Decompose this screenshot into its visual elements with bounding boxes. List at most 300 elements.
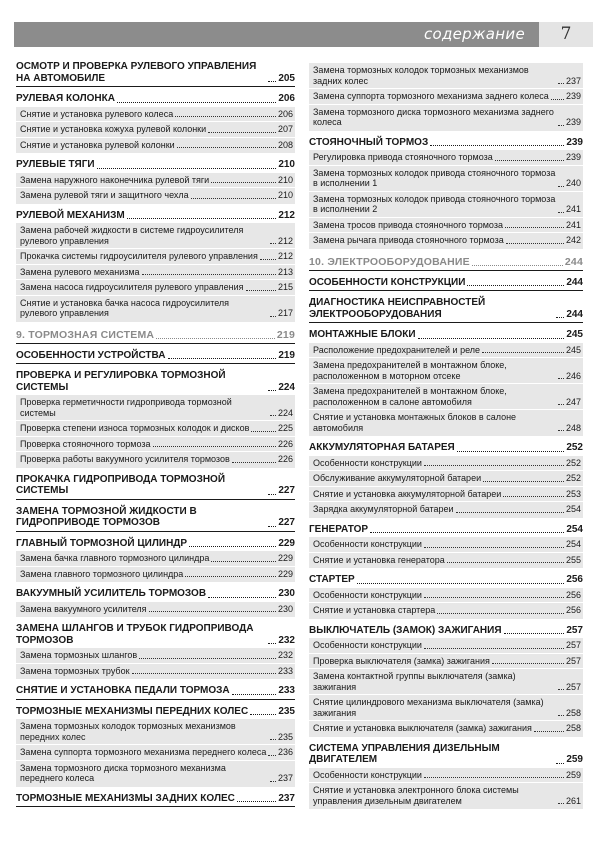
dot-leader bbox=[232, 462, 276, 463]
toc-heading-page: 235 bbox=[278, 705, 295, 717]
toc-subsection-group bbox=[309, 768, 583, 810]
toc-subitem[interactable] bbox=[309, 150, 583, 166]
toc-heading[interactable] bbox=[16, 706, 295, 718]
dot-leader bbox=[268, 81, 276, 82]
dot-leader bbox=[457, 451, 565, 452]
toc-subitem[interactable] bbox=[309, 410, 583, 435]
toc-heading-text: СНЯТИЕ И УСТАНОВКА ПЕДАЛИ ТОРМОЗА bbox=[16, 685, 230, 696]
toc-heading-page: 244 bbox=[566, 308, 583, 320]
toc-subitem[interactable] bbox=[16, 567, 295, 582]
toc-subitem-page: 242 bbox=[565, 235, 581, 245]
dot-leader bbox=[556, 763, 564, 764]
toc-heading[interactable] bbox=[309, 574, 583, 586]
dot-leader bbox=[117, 102, 276, 103]
dot-leader bbox=[189, 546, 276, 547]
toc-heading-page: 206 bbox=[278, 93, 295, 104]
toc-heading-text: ЗАМЕНА ТОРМОЗНОЙ ЖИДКОСТИ В ГИДРОПРИВОДЕ ТОРМОЗОВ bbox=[16, 505, 197, 528]
dot-leader bbox=[168, 358, 277, 359]
dot-leader bbox=[558, 212, 564, 213]
toc-subsection-group bbox=[16, 719, 295, 787]
toc-subitem-text: Снятие и установка рулевого колеса bbox=[20, 108, 174, 119]
toc-heading-text: СТАРТЕР bbox=[309, 574, 355, 585]
toc-subitem[interactable] bbox=[309, 768, 583, 784]
dot-leader bbox=[237, 801, 276, 802]
toc-subitem-text: Особенности конструкции bbox=[313, 539, 422, 549]
toc-heading-text: ОСОБЕННОСТИ УСТРОЙСТВА bbox=[16, 349, 166, 361]
toc-subitem[interactable] bbox=[309, 783, 583, 808]
toc-subsection-group bbox=[309, 588, 583, 619]
toc-subitem[interactable] bbox=[309, 89, 583, 105]
toc-subsection-group bbox=[309, 150, 583, 249]
toc-heading[interactable] bbox=[16, 93, 295, 105]
toc-subitem-page: 261 bbox=[565, 795, 581, 806]
toc-heading-page: 252 bbox=[566, 442, 583, 453]
toc-subitem-page: 259 bbox=[565, 769, 581, 780]
dot-leader bbox=[149, 611, 276, 612]
toc-subitem[interactable] bbox=[16, 395, 295, 421]
dot-leader bbox=[482, 352, 564, 353]
toc-subsection-group bbox=[16, 173, 295, 204]
toc-subitem-page: 254 bbox=[565, 539, 581, 549]
dot-leader bbox=[142, 274, 276, 275]
dot-leader bbox=[492, 663, 564, 664]
dot-leader bbox=[558, 125, 564, 126]
toc-subsection-group bbox=[309, 638, 583, 737]
toc-subitem[interactable] bbox=[309, 553, 583, 568]
toc-heading[interactable] bbox=[16, 370, 295, 393]
toc-subitem-page: 241 bbox=[565, 219, 581, 230]
toc-heading-text: РУЛЕВОЙ МЕХАНИЗМ bbox=[16, 209, 125, 221]
dot-leader bbox=[418, 338, 565, 339]
dot-leader bbox=[558, 689, 564, 690]
toc-heading[interactable] bbox=[16, 474, 295, 500]
toc-subitem-text: Снятие и установка выключателя (замка) зажигания bbox=[313, 723, 532, 733]
toc-subsection-group bbox=[16, 107, 295, 154]
toc-subitem-text: Замена тросов привода стояночного тормоза bbox=[313, 219, 503, 230]
toc-subitem-page: 237 bbox=[565, 75, 581, 86]
toc-subitem-text: Снятие и установка монтажных блоков в салоне автомобиля bbox=[313, 412, 517, 433]
toc-heading-page: 224 bbox=[278, 381, 295, 393]
page-number: 7 bbox=[539, 22, 593, 47]
toc-subitem[interactable] bbox=[16, 437, 295, 453]
toc-subitem[interactable] bbox=[309, 471, 583, 487]
toc-subitem-page: 253 bbox=[565, 488, 581, 499]
dot-leader bbox=[132, 673, 276, 674]
toc-subitem-text: Расположение предохранителей и реле bbox=[313, 344, 481, 355]
toc-subitem-text: Особенности конструкции bbox=[313, 457, 422, 468]
dot-leader bbox=[558, 430, 564, 431]
toc-subitem[interactable] bbox=[309, 588, 583, 604]
toc-heading-page: 254 bbox=[566, 523, 583, 535]
toc-heading-page: 212 bbox=[278, 209, 295, 221]
toc-heading[interactable] bbox=[309, 442, 583, 454]
toc-subitem-page: 225 bbox=[277, 423, 293, 433]
dot-leader bbox=[185, 576, 276, 577]
dot-leader bbox=[251, 431, 276, 432]
toc-subitem[interactable] bbox=[16, 745, 295, 761]
dot-leader bbox=[268, 643, 276, 644]
toc-subitem-text: Зарядка аккумуляторной батареи bbox=[313, 504, 454, 514]
toc-subsection-group bbox=[16, 551, 295, 582]
toc-heading-text: ГЕНЕРАТОР bbox=[309, 523, 369, 535]
toc-subitem-page: 213 bbox=[277, 266, 293, 277]
toc-subitem-page: 257 bbox=[565, 640, 581, 650]
toc-subsection-group bbox=[309, 63, 583, 131]
toc-subitem[interactable] bbox=[16, 280, 295, 296]
toc-subitem-text: Замена вакуумного усилителя bbox=[20, 603, 147, 614]
dot-leader bbox=[246, 290, 276, 291]
toc-heading[interactable] bbox=[16, 538, 295, 550]
toc-heading-page: 229 bbox=[278, 537, 295, 549]
toc-subitem-page: 236 bbox=[277, 747, 293, 757]
toc-subitem-text: Снятие и установка генератора bbox=[313, 554, 445, 565]
toc-heading-text: СТОЯНОЧНЫЙ ТОРМОЗ bbox=[309, 136, 429, 148]
toc-heading[interactable] bbox=[309, 297, 583, 323]
toc-subitem-text: Замена рабочей жидкости в системе гидроусилителя рулевого управления bbox=[20, 225, 244, 246]
toc-subitem-text: Особенности конструкции bbox=[313, 640, 422, 650]
toc-subitem[interactable] bbox=[309, 384, 583, 410]
toc-subitem[interactable] bbox=[16, 551, 295, 567]
section-title: содержание bbox=[423, 25, 525, 43]
toc-heading[interactable] bbox=[16, 350, 295, 365]
toc-subitem[interactable] bbox=[309, 487, 583, 503]
dot-leader bbox=[270, 739, 276, 740]
toc-subitem[interactable] bbox=[309, 603, 583, 618]
chapter-heading-text: 10. ЭЛЕКТРООБОРУДОВАНИЕ bbox=[309, 255, 470, 268]
dot-leader bbox=[456, 512, 564, 513]
toc-subsection-group bbox=[16, 602, 295, 618]
toc-subitem-text: Снятие и установка кожуха рулевой колонки bbox=[20, 124, 207, 134]
dot-leader bbox=[357, 583, 565, 584]
dot-leader bbox=[534, 731, 564, 732]
toc-subitem-text: Замена контактной группы выключателя (замка) зажигания bbox=[313, 671, 516, 692]
toc-heading-text: СИСТЕМА УПРАВЛЕНИЯ ДИЗЕЛЬНЫМ ДВИГАТЕЛЕМ bbox=[309, 742, 500, 765]
dot-leader bbox=[260, 259, 276, 260]
toc-heading[interactable] bbox=[16, 210, 295, 222]
toc-heading-page: 232 bbox=[278, 634, 295, 646]
toc-subitem[interactable] bbox=[309, 233, 583, 248]
toc-subitem[interactable] bbox=[16, 249, 295, 265]
toc-subitem-page: 241 bbox=[565, 204, 581, 214]
toc-heading-page: 219 bbox=[278, 349, 295, 361]
toc-subitem-text: Замена суппорта тормозного механизма переднего колеса bbox=[20, 747, 267, 757]
dot-leader bbox=[97, 168, 277, 169]
dot-leader bbox=[467, 285, 564, 286]
dot-leader bbox=[504, 633, 565, 634]
dot-leader bbox=[424, 648, 564, 649]
dot-leader bbox=[270, 316, 276, 317]
dot-leader bbox=[505, 227, 564, 228]
toc-subitem-page: 239 bbox=[565, 117, 581, 127]
toc-subsection-group bbox=[16, 395, 295, 468]
toc-subitem-page: 224 bbox=[277, 407, 293, 418]
toc-heading[interactable] bbox=[16, 685, 295, 700]
toc-subitem-text: Замена тормозных колодок привода стояночного тормоза в исполнении 1 bbox=[313, 167, 556, 188]
toc-subitem-text: Прокачка системы гидроусилителя рулевого управления bbox=[20, 251, 258, 261]
toc-subitem[interactable] bbox=[16, 452, 295, 467]
toc-subitem[interactable] bbox=[309, 669, 583, 695]
toc-subitem[interactable] bbox=[309, 638, 583, 654]
toc-heading-text: АККУМУЛЯТОРНАЯ БАТАРЕЯ bbox=[309, 442, 455, 453]
dot-leader bbox=[558, 404, 564, 405]
toc-heading-page: 259 bbox=[566, 754, 583, 765]
dot-leader bbox=[175, 116, 276, 117]
toc-subitem[interactable] bbox=[309, 218, 583, 234]
chapter-heading-page: 219 bbox=[276, 328, 295, 341]
toc-subitem-page: 235 bbox=[277, 731, 293, 742]
toc-subitem-text: Замена предохранителей в монтажном блоке, расположенном в моторном отсеке bbox=[313, 360, 507, 381]
dot-leader bbox=[127, 218, 277, 219]
dot-leader bbox=[424, 465, 564, 466]
toc-subitem-text: Снятие и установка бачка насоса гидроусилителя рулевого управления bbox=[20, 297, 230, 318]
toc-subitem-page: 256 bbox=[565, 605, 581, 615]
toc-heading[interactable] bbox=[309, 524, 583, 536]
toc-subitem-text: Снятие цилиндрового механизма выключателя (замка) зажигания bbox=[313, 697, 544, 718]
toc-subitem-text: Замена тормозных шлангов bbox=[20, 650, 138, 660]
toc-column-left bbox=[16, 61, 295, 810]
toc-heading-text: РУЛЕВЫЕ ТЯГИ bbox=[16, 159, 95, 170]
dot-leader bbox=[191, 198, 276, 199]
toc-subitem[interactable] bbox=[309, 721, 583, 736]
toc-subitem-page: 257 bbox=[565, 655, 581, 666]
toc-heading[interactable] bbox=[16, 623, 295, 646]
toc-heading-text: ЗАМЕНА ШЛАНГОВ И ТРУБОК ГИДРОПРИВОДА ТОРМОЗОВ bbox=[16, 623, 254, 646]
toc-subitem-page: 258 bbox=[565, 707, 581, 718]
toc-heading[interactable] bbox=[16, 159, 295, 171]
toc-subitem-page: 212 bbox=[277, 235, 293, 246]
toc-subitem-page: 208 bbox=[277, 139, 293, 150]
toc-subitem-text: Проверка работы вакуумного усилителя тормозов bbox=[20, 454, 230, 464]
toc-subitem-page: 240 bbox=[565, 178, 581, 188]
dot-leader bbox=[558, 715, 564, 716]
toc-subitem[interactable] bbox=[16, 296, 295, 321]
toc-heading-page: 245 bbox=[566, 329, 583, 340]
dot-leader bbox=[472, 265, 563, 266]
dot-leader bbox=[232, 694, 277, 695]
dot-leader bbox=[447, 562, 564, 563]
dot-leader bbox=[558, 803, 564, 804]
toc-subitem[interactable] bbox=[309, 456, 583, 472]
toc-subitem-page: 207 bbox=[277, 124, 293, 134]
dot-leader bbox=[268, 494, 276, 495]
dot-leader bbox=[495, 160, 564, 161]
toc-subitem[interactable] bbox=[309, 63, 583, 89]
toc-subitem-text: Замена тормозного диска тормозного механизма переднего колеса bbox=[20, 762, 226, 783]
toc-subitem-page: 229 bbox=[277, 568, 293, 579]
dot-leader bbox=[270, 781, 276, 782]
toc-heading[interactable] bbox=[16, 61, 295, 87]
toc-heading-text: ОСОБЕННОСТИ КОНСТРУКЦИИ bbox=[309, 276, 466, 288]
toc-subitem-text: Замена предохранителей в монтажном блоке, расположенном в салоне автомобиля bbox=[313, 386, 507, 407]
toc-subitem-page: 232 bbox=[277, 650, 293, 660]
toc-subitem-page: 215 bbox=[277, 282, 293, 292]
toc-heading-page: 239 bbox=[566, 136, 583, 148]
dot-leader bbox=[506, 243, 564, 244]
chapter-heading-page: 244 bbox=[564, 255, 583, 268]
dot-leader bbox=[268, 755, 276, 756]
toc-subitem-page: 248 bbox=[565, 422, 581, 433]
toc-subitem-text: Проверка степени износа тормозных колодок и дисков bbox=[20, 423, 250, 433]
toc-heading-page: 233 bbox=[278, 685, 295, 696]
toc-subitem-page: 212 bbox=[277, 251, 293, 261]
toc-heading-text: ТОРМОЗНЫЕ МЕХАНИЗМЫ ЗАДНИХ КОЛЕС bbox=[16, 792, 235, 804]
chapter-heading-text: 9. ТОРМОЗНАЯ СИСТЕМА bbox=[16, 328, 155, 341]
dot-leader bbox=[370, 532, 564, 533]
toc-subitem-text: Замена рычага привода стояночного тормоза bbox=[313, 235, 504, 245]
toc-subitem[interactable] bbox=[16, 761, 295, 786]
toc-heading-text: ГЛАВНЫЙ ТОРМОЗНОЙ ЦИЛИНДР bbox=[16, 537, 188, 549]
toc-heading-page: 205 bbox=[278, 72, 295, 84]
toc-subitem[interactable] bbox=[16, 421, 295, 437]
toc-subitem-page: 255 bbox=[565, 554, 581, 565]
toc-subitem[interactable] bbox=[309, 358, 583, 384]
dot-leader bbox=[177, 147, 276, 148]
toc-heading-page: 227 bbox=[278, 517, 295, 528]
toc-heading-page: 256 bbox=[566, 574, 583, 585]
toc-subitem[interactable] bbox=[16, 719, 295, 745]
toc-subsection-group bbox=[16, 648, 295, 679]
toc-subitem-text: Проверка герметичности гидропривода тормозной системы bbox=[20, 397, 232, 418]
toc-subitem-text: Проверка стояночного тормоза bbox=[20, 438, 151, 449]
toc-subitem-page: 210 bbox=[277, 190, 293, 200]
toc-subitem-text: Снятие и установка рулевой колонки bbox=[20, 139, 175, 150]
toc-subitem[interactable] bbox=[16, 223, 295, 249]
toc-subsection-group bbox=[16, 223, 295, 322]
toc-subitem[interactable] bbox=[16, 602, 295, 617]
toc-subitem[interactable] bbox=[16, 664, 295, 679]
toc-subitem-page: 226 bbox=[277, 438, 293, 449]
toc-heading[interactable] bbox=[309, 625, 583, 637]
toc-subsection-group bbox=[309, 343, 583, 437]
toc-heading[interactable] bbox=[16, 588, 295, 600]
dot-leader bbox=[208, 132, 276, 133]
toc-subitem-text: Особенности конструкции bbox=[313, 769, 422, 780]
toc-subitem-page: 257 bbox=[565, 681, 581, 692]
toc-subitem[interactable] bbox=[16, 173, 295, 189]
toc-subitem-page: 239 bbox=[565, 91, 581, 101]
toc-subitem-text: Замена тормозных колодок тормозных механизмов задних колес bbox=[313, 65, 529, 86]
toc-subitem[interactable] bbox=[16, 138, 295, 153]
toc-subitem[interactable] bbox=[309, 192, 583, 218]
toc-subitem[interactable] bbox=[309, 695, 583, 721]
dot-leader bbox=[503, 496, 564, 497]
toc-subitem-page: 226 bbox=[277, 454, 293, 464]
toc-subitem[interactable] bbox=[309, 343, 583, 359]
toc-subitem-text: Снятие и установка стартера bbox=[313, 605, 436, 615]
toc-subitem-text: Обслуживание аккумуляторной батареи bbox=[313, 473, 482, 483]
toc-heading[interactable] bbox=[16, 793, 295, 808]
toc-heading-text: МОНТАЖНЫЕ БЛОКИ bbox=[309, 329, 416, 340]
toc-subitem-text: Замена тормозных колодок тормозных механизмов передних колес bbox=[20, 721, 236, 742]
dot-leader bbox=[551, 99, 564, 100]
toc-heading[interactable] bbox=[309, 743, 583, 766]
toc-heading-text: ВАКУУМНЫЙ УСИЛИТЕЛЬ ТОРМОЗОВ bbox=[16, 588, 207, 599]
dot-leader bbox=[424, 597, 564, 598]
toc-subitem-page: 233 bbox=[277, 665, 293, 676]
toc-heading-text: ДИАГНОСТИКА НЕИСПРАВНОСТЕЙ ЭЛЕКТРООБОРУДОВАНИЯ bbox=[309, 297, 486, 320]
toc-subitem-page: 254 bbox=[565, 504, 581, 514]
toc-subitem-text: Снятие и установка электронного блока системы управления дизельным двигателем bbox=[313, 785, 519, 806]
toc-subitem-text: Замена наружного наконечника рулевой тяги bbox=[20, 174, 210, 185]
toc-heading-page: 210 bbox=[278, 159, 295, 170]
toc-subitem[interactable] bbox=[309, 654, 583, 670]
toc-subitem-page: 252 bbox=[565, 457, 581, 468]
dot-leader bbox=[556, 317, 564, 318]
chapter-heading[interactable] bbox=[16, 329, 295, 344]
dot-leader bbox=[153, 446, 276, 447]
toc-subitem-text: Снятие и установка аккумуляторной батареи bbox=[313, 488, 502, 499]
toc-heading-text: ВЫКЛЮЧАТЕЛЬ (ЗАМОК) ЗАЖИГАНИЯ bbox=[309, 624, 502, 636]
dot-leader bbox=[430, 145, 564, 146]
toc-subitem-page: 210 bbox=[277, 174, 293, 185]
toc-heading-page: 230 bbox=[278, 588, 295, 599]
toc-subitem-page: 247 bbox=[565, 396, 581, 407]
toc-heading[interactable] bbox=[16, 506, 295, 532]
toc-subitem-text: Замена суппорта тормозного механизма заднего колеса bbox=[313, 91, 549, 101]
toc-heading-text: ОСМОТР И ПРОВЕРКА РУЛЕВОГО УПРАВЛЕНИЯ НА АВТОМОБИЛЕ bbox=[16, 61, 257, 84]
toc-subitem-text: Замена тормозных трубок bbox=[20, 665, 130, 676]
toc-subitem[interactable] bbox=[309, 537, 583, 553]
toc-subitem[interactable] bbox=[309, 502, 583, 517]
toc-subitem-text: Замена главного тормозного цилиндра bbox=[20, 568, 184, 579]
toc-subitem[interactable] bbox=[16, 188, 295, 203]
toc-subitem-text: Замена тормозного диска тормозного механизма заднего колеса bbox=[313, 106, 554, 127]
dot-leader bbox=[208, 597, 276, 598]
toc-subitem-page: 217 bbox=[277, 308, 293, 318]
toc-subitem-page: 258 bbox=[565, 723, 581, 733]
toc-subitem-text: Проверка выключателя (замка) зажигания bbox=[313, 655, 490, 666]
toc-heading-text: ПРОВЕРКА И РЕГУЛИРОВКА ТОРМОЗНОЙ СИСТЕМЫ bbox=[16, 370, 226, 393]
chapter-heading[interactable] bbox=[309, 256, 583, 271]
toc-heading-page: 257 bbox=[566, 624, 583, 636]
toc-subitem-page: 245 bbox=[565, 344, 581, 355]
toc-heading[interactable] bbox=[309, 277, 583, 292]
dot-leader bbox=[156, 338, 275, 339]
toc-subitem-page: 256 bbox=[565, 589, 581, 600]
header-bar bbox=[14, 22, 593, 47]
toc-subitem-text: Особенности конструкции bbox=[313, 589, 422, 600]
toc-subitem-page: 230 bbox=[277, 603, 293, 614]
dot-leader bbox=[558, 186, 564, 187]
toc-subitem[interactable] bbox=[16, 265, 295, 281]
toc-subitem[interactable] bbox=[16, 122, 295, 138]
dot-leader bbox=[268, 390, 276, 391]
toc-subsection-group bbox=[309, 456, 583, 518]
toc-heading-text: ПРОКАЧКА ГИДРОПРИВОДА ТОРМОЗНОЙ СИСТЕМЫ bbox=[16, 473, 226, 496]
dot-leader bbox=[139, 658, 276, 659]
toc-heading-page: 237 bbox=[278, 792, 295, 804]
toc-heading[interactable] bbox=[309, 329, 583, 341]
dot-leader bbox=[211, 561, 276, 562]
toc-heading[interactable] bbox=[309, 137, 583, 149]
dot-leader bbox=[250, 714, 276, 715]
toc-subitem[interactable] bbox=[16, 107, 295, 123]
toc-subitem[interactable] bbox=[309, 105, 583, 130]
toc-subitem-page: 237 bbox=[277, 773, 293, 783]
toc-subitem-page: 206 bbox=[277, 108, 293, 119]
dot-leader bbox=[424, 777, 564, 778]
dot-leader bbox=[437, 613, 564, 614]
toc-subitem-page: 252 bbox=[565, 473, 581, 483]
toc-column-right bbox=[309, 61, 583, 809]
dot-leader bbox=[483, 481, 564, 482]
dot-leader bbox=[211, 182, 276, 183]
toc-subitem-text: Замена рулевой тяги и защитного чехла bbox=[20, 190, 189, 200]
toc-subitem[interactable] bbox=[16, 648, 295, 664]
toc-subitem[interactable] bbox=[309, 166, 583, 192]
dot-leader bbox=[270, 415, 276, 416]
toc-subitem-page: 246 bbox=[565, 370, 581, 381]
